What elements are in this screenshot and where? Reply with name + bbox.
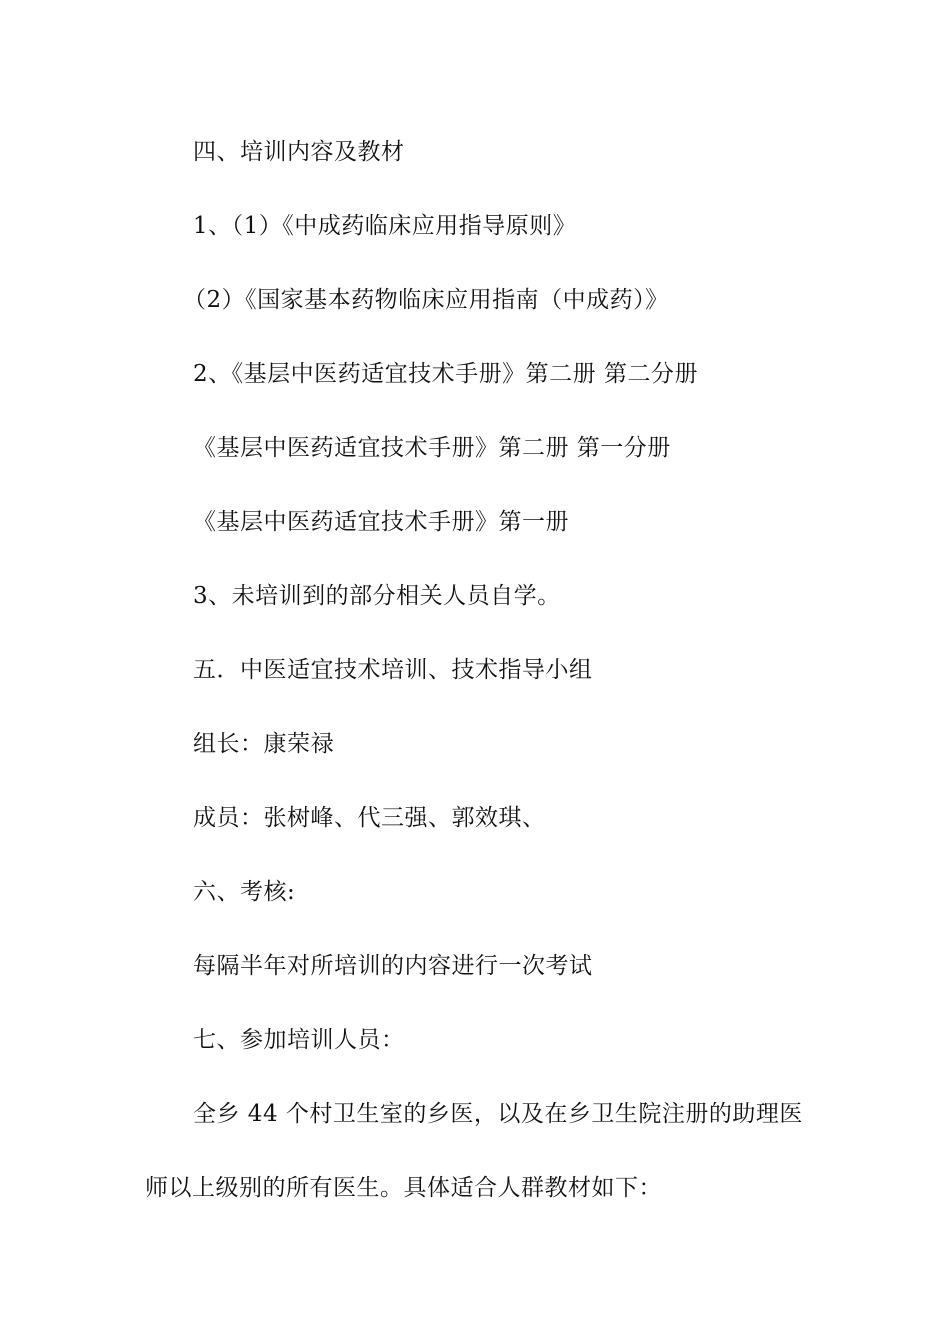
textbook-item-1-1: 1、（1）《中成药临床应用指导原则》 <box>193 213 577 239</box>
self-study-item-3: 3、未培训到的部分相关人员自学。 <box>193 583 561 609</box>
participants-text-line-2: 师以上级别的所有医生。具体适合人群教材如下： <box>145 1175 662 1201</box>
section-heading-guidance-group: 五．中医适宜技术培训、技术指导小组 <box>193 657 593 683</box>
section-heading-participants: 七、参加培训人员： <box>193 1027 405 1053</box>
section-heading-assessment: 六、考核: <box>193 879 296 905</box>
assessment-text: 每隔半年对所培训的内容进行一次考试 <box>193 953 593 979</box>
textbook-item-2: 2、《基层中医药适宜技术手册》第二册 第二分册 <box>193 361 698 387</box>
participants-text-line-1: 全乡 44 个村卫生室的乡医，以及在乡卫生院注册的助理医 <box>193 1101 803 1127</box>
section-heading-training-content: 四、培训内容及教材 <box>193 139 405 165</box>
group-members: 成员：张树峰、代三强、郭效琪、 <box>193 805 546 831</box>
textbook-item-2-c: 《基层中医药适宜技术手册》第一册 <box>193 509 569 535</box>
textbook-item-2-b: 《基层中医药适宜技术手册》第二册 第一分册 <box>193 435 671 461</box>
group-leader: 组长：康荣禄 <box>193 731 334 757</box>
textbook-item-1-2: （2）《国家基本药物临床应用指南（中成药）》 <box>183 287 669 313</box>
